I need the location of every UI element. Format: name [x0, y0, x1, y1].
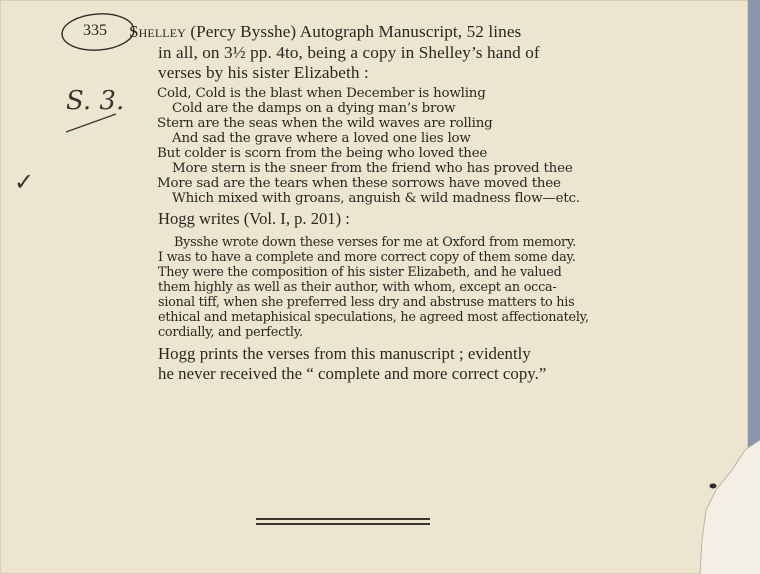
- pencil-underline: [62, 112, 122, 138]
- quote-line: They were the composition of his sister Elizabeth, and he valued: [158, 265, 562, 280]
- entry-heading-line-1: [129, 22, 521, 42]
- poem-line: Which mixed with groans, anguish & wild madness flow—etc.: [172, 191, 580, 206]
- closing-line: Hogg prints the verses from this manuscript ; evidently: [158, 344, 531, 363]
- quote-line: cordially, and perfectly.: [158, 325, 303, 340]
- entry-heading-line-2: in all, on 3½ pp. 4to, being a copy in Shelley’s hand of: [158, 43, 540, 62]
- quote-line: I was to have a complete and more correct copy of them some day.: [158, 250, 576, 265]
- closing-line: he never received the “ complete and more correct copy.”: [158, 364, 547, 383]
- hogg-heading: Hogg writes (Vol. I, p. 201) :: [158, 209, 350, 228]
- lot-number: 335: [83, 22, 107, 39]
- pencil-annotation: S. 3.: [66, 86, 125, 116]
- poem-line: Stern are the seas when the wild waves are rolling: [157, 116, 493, 131]
- poem-line: Cold are the damps on a dying man’s brow: [172, 101, 456, 116]
- double-rule-top: [256, 518, 430, 520]
- quote-line: Bysshe wrote down these verses for me at Oxford from memory.: [174, 235, 577, 250]
- poem-line: More sad are the tears when these sorrows have moved thee: [157, 176, 561, 191]
- entry-heading-line-3: verses by his sister Elizabeth :: [158, 63, 369, 82]
- poem-line: And sad the grave where a loved one lies low: [172, 131, 471, 146]
- double-rule-bottom: [256, 523, 430, 525]
- poem-line: More stern is the sneer from the friend who has proved thee: [172, 161, 573, 176]
- quote-line: ethical and metaphisical speculations, he agreed most affectionately,: [158, 310, 589, 325]
- heading-line-1-rest: (Percy Bysshe) Autograph Manuscript, 52 lines: [185, 22, 522, 41]
- check-mark-icon: ✓: [14, 168, 35, 196]
- poem-line: But colder is scorn from the being who loved thee: [157, 146, 488, 161]
- quote-line: sional tiff, when she preferred less dry and abstruse matters to his: [158, 295, 575, 310]
- poem-line: Cold, Cold is the blast when December is howling: [157, 86, 486, 101]
- quote-line: them highly as well as their author, with whom, except an occa-: [158, 280, 557, 295]
- author-name: Shelley: [129, 22, 186, 41]
